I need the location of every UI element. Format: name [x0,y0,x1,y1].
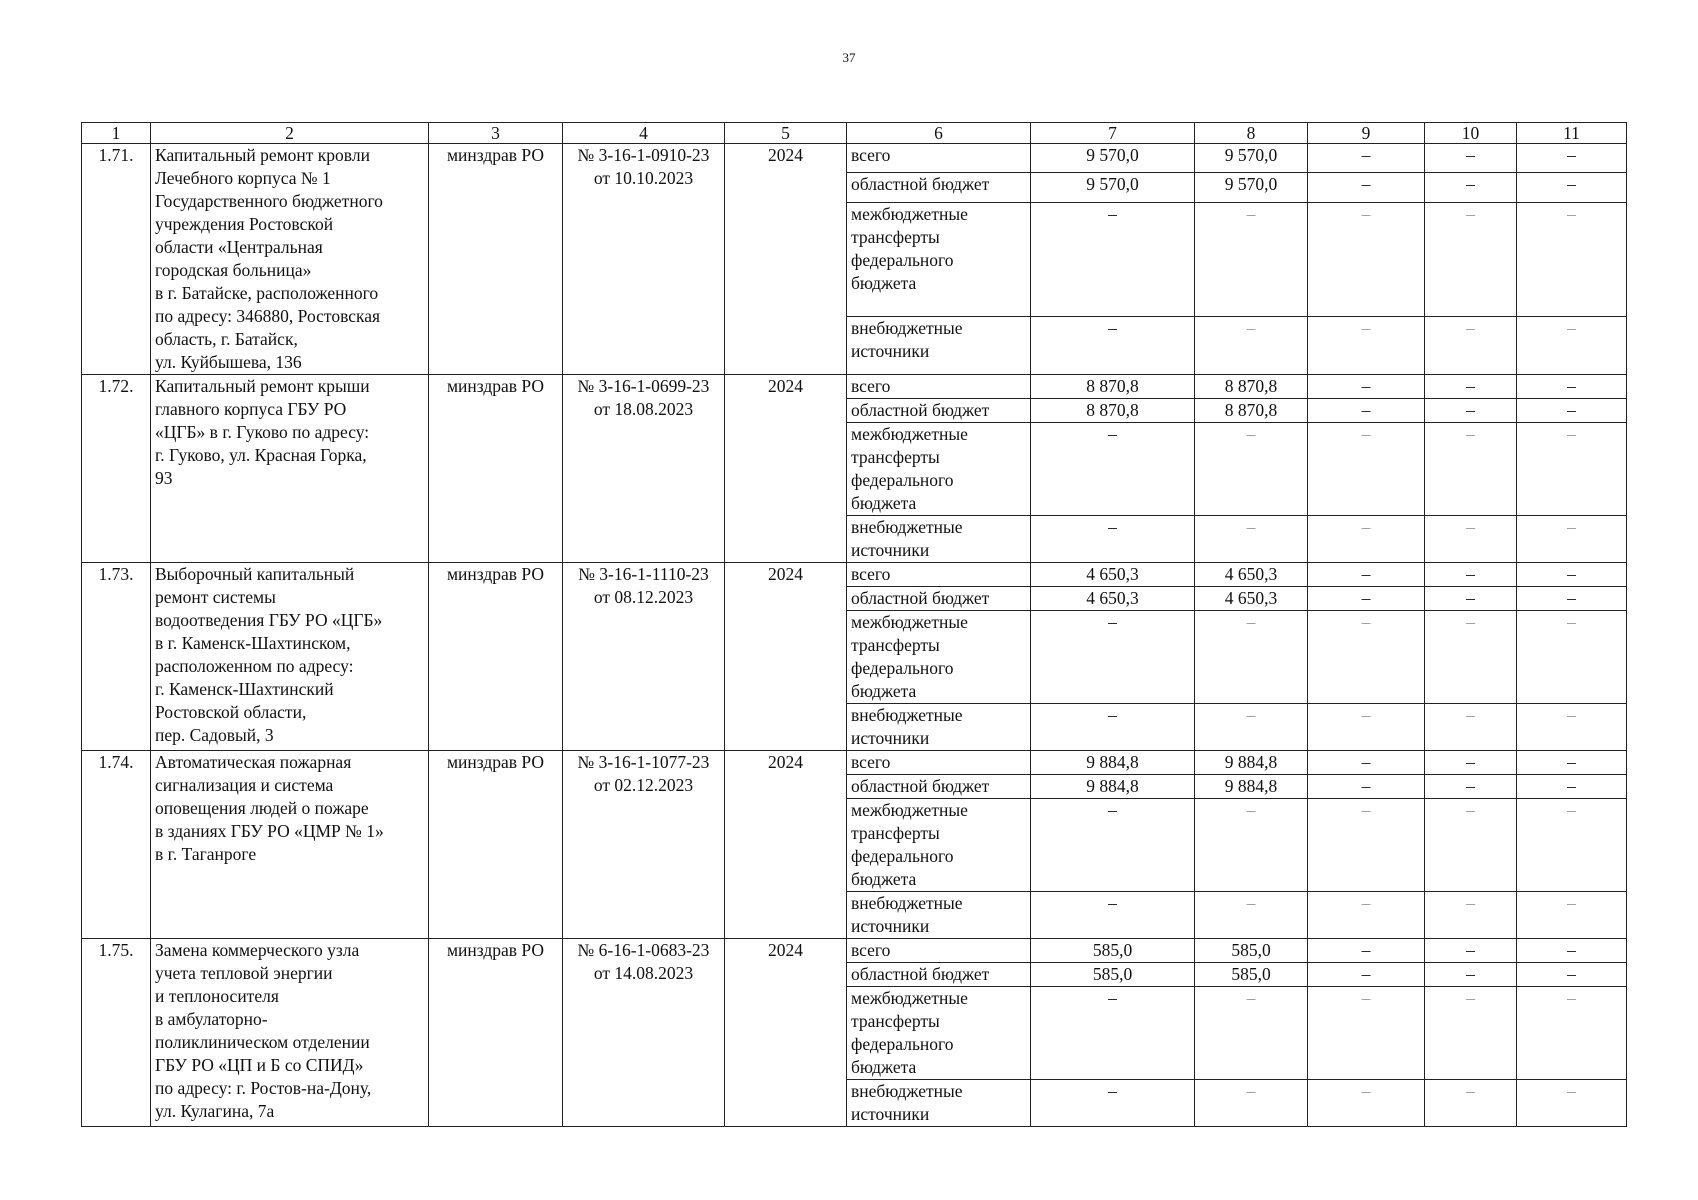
amount-cell: – [1308,563,1425,587]
column-header: 7 [1031,123,1195,144]
amount-cell: – [1308,202,1425,316]
amount-cell: 585,0 [1195,963,1308,987]
funding-source-line: федерального [851,658,954,678]
amount-cell: – [1031,317,1195,375]
funding-source-line: федерального [851,1034,954,1054]
amount-cell: – [1517,939,1627,963]
amount-cell: – [1195,516,1308,563]
funding-source-line: источники [851,916,930,936]
amount-cell: – [1031,1080,1195,1127]
funding-source [847,939,1031,963]
funding-source-line: областной бюджет [851,174,990,195]
amount-cell: – [1195,423,1308,516]
amount-cell: – [1425,751,1517,775]
amount-cell: – [1517,1080,1627,1127]
column-header: 8 [1195,123,1308,144]
table-row [82,144,1627,173]
table-row [82,563,1627,587]
object-name-line: ул. Кулагина, 7а [155,1101,275,1121]
funding-source-line: всего [851,376,891,396]
object-name-line: сигнализация и система [155,775,334,795]
table-row [82,751,1627,775]
amount-cell: – [1195,202,1308,316]
table-row [82,939,1627,963]
amount-cell: – [1425,317,1517,375]
amount-cell: – [1517,173,1627,202]
object-name-line: Замена коммерческого узла [155,940,360,960]
amount-cell: – [1308,1080,1425,1127]
amount-cell: – [1517,375,1627,399]
funding-source-line: межбюджетные [851,612,968,632]
object-name-line: в зданиях ГБУ РО «ЦМР № 1» [155,821,384,841]
object-name [151,144,429,375]
amount-cell: 9 884,8 [1031,751,1195,775]
object-name-line: Выборочный капитальный [155,564,355,584]
amount-cell: – [1308,611,1425,704]
funding-source-line: федерального [851,470,954,490]
amount-cell: 9 884,8 [1031,775,1195,799]
amount-cell: – [1517,775,1627,799]
year: 2024 [725,375,847,563]
object-name-line: ГБУ РО «ЦП и Б со СПИД» [155,1055,364,1075]
document-ref [563,144,725,375]
amount-cell: – [1517,963,1627,987]
object-name-line: в г. Таганроге [155,844,257,864]
amount-cell: – [1031,423,1195,516]
object-name-line: в г. Каменск-Шахтинском, [155,633,351,653]
responsible-org: минздрав РО [429,939,563,1127]
amount-cell: 585,0 [1031,963,1195,987]
column-header: 1 [82,123,151,144]
funding-source [847,987,1031,1080]
amount-cell: – [1308,173,1425,202]
object-name-line: Автоматическая пожарная [155,752,352,772]
funding-source-line: внебюджетные [851,318,963,339]
amount-cell: – [1425,939,1517,963]
funding-source-line: бюджета [851,681,917,701]
funding-source-line: внебюджетные [851,705,963,725]
funding-source-line: трансферты [851,823,940,843]
amount-cell: – [1308,892,1425,939]
funding-source [847,516,1031,563]
year: 2024 [725,939,847,1127]
responsible-org: минздрав РО [429,563,563,751]
funding-source [847,202,1031,316]
amount-cell: – [1195,892,1308,939]
document-ref-line: от 08.12.2023 [593,587,694,607]
amount-cell: – [1425,423,1517,516]
row-number: 1.74. [82,751,151,939]
funding-source [847,173,1031,202]
funding-source-line: источники [851,341,930,362]
object-name [151,563,429,751]
object-name-line: ул. Куйбышева, 136 [155,352,302,372]
column-header: 3 [429,123,563,144]
amount-cell: – [1308,751,1425,775]
object-name-line: по адресу: 346880, Ростовская [155,306,381,326]
amount-cell: – [1308,144,1425,173]
amount-cell: 9 570,0 [1031,144,1195,173]
document-ref [563,563,725,751]
column-header: 4 [563,123,725,144]
amount-cell: – [1195,611,1308,704]
amount-cell: – [1425,202,1517,316]
amount-cell: – [1425,375,1517,399]
amount-cell: – [1517,587,1627,611]
row-number: 1.73. [82,563,151,751]
year: 2024 [725,751,847,939]
funding-source-line: источники [851,728,930,748]
amount-cell: – [1425,1080,1517,1127]
object-name-line: в г. Батайске, расположенного [155,283,379,303]
object-name-line: 93 [155,468,173,488]
year: 2024 [725,144,847,375]
amount-cell: – [1517,892,1627,939]
document-ref-line: от 18.08.2023 [593,399,694,419]
amount-cell: 9 570,0 [1195,144,1308,173]
amount-cell: – [1308,423,1425,516]
amount-cell: – [1308,587,1425,611]
table-row [82,375,1627,399]
amount-cell: – [1308,516,1425,563]
amount-cell: 9 884,8 [1195,751,1308,775]
amount-cell: – [1031,892,1195,939]
amount-cell: – [1308,799,1425,892]
funding-source [847,799,1031,892]
funding-source-line: внебюджетные [851,517,963,537]
funding-source [847,399,1031,423]
funding-source-line: федерального [851,846,954,866]
amount-cell: – [1031,202,1195,316]
page-number: 37 [842,50,856,65]
object-name-line: водоотведения ГБУ РО «ЦГБ» [155,610,383,630]
amount-cell: 585,0 [1195,939,1308,963]
funding-source [847,892,1031,939]
amount-cell: – [1031,516,1195,563]
row-number: 1.71. [82,144,151,375]
funding-source [847,587,1031,611]
funding-source-line: межбюджетные [851,203,968,224]
funding-source-line: областной бюджет [851,776,990,796]
funding-source [847,751,1031,775]
funding-source-line: всего [851,752,891,772]
object-name-line: ремонт системы [155,587,276,607]
column-header: 2 [151,123,429,144]
amount-cell: 9 570,0 [1031,173,1195,202]
funding-source-line: внебюджетные [851,893,963,913]
funding-source-line: федерального [851,249,954,270]
funding-source-line: источники [851,1104,930,1124]
amount-cell: – [1308,375,1425,399]
object-name-line: по адресу: г. Ростов-на-Дону, [155,1078,372,1098]
document-ref-line: № 3-16-1-1077-23 [577,752,710,772]
object-name [151,939,429,1127]
amount-cell: 8 870,8 [1195,375,1308,399]
object-name-line: Лечебного корпуса № 1 [155,168,331,188]
object-name-line: Государственного бюджетного [155,191,383,211]
document-ref-line: № 3-16-1-1110-23 [578,564,709,584]
funding-source [847,317,1031,375]
document-ref-line: от 14.08.2023 [593,963,694,983]
amount-cell: – [1308,939,1425,963]
amount-cell: – [1517,202,1627,316]
responsible-org: минздрав РО [429,144,563,375]
amount-cell: – [1517,423,1627,516]
budget-table [81,122,1627,1127]
amount-cell: – [1031,987,1195,1080]
amount-cell: – [1195,704,1308,751]
document-ref [563,751,725,939]
object-name-line: Капитальный ремонт кровли [155,145,370,165]
funding-source-line: всего [851,564,891,584]
amount-cell: – [1031,799,1195,892]
object-name-line: оповещения людей о пожаре [155,798,369,818]
funding-source-line: трансферты [851,226,940,247]
amount-cell: – [1425,399,1517,423]
amount-cell: – [1308,963,1425,987]
document-ref [563,375,725,563]
object-name-line: поликлиническом отделении [155,1032,370,1052]
funding-source-line: бюджета [851,493,917,513]
funding-source-line: всего [851,145,891,165]
object-name-line: расположенном по адресу: [155,656,354,676]
amount-cell: – [1517,516,1627,563]
amount-cell: – [1195,1080,1308,1127]
amount-cell: – [1517,704,1627,751]
object-name-line: г. Каменск-Шахтинский [155,679,334,699]
funding-source-line: всего [851,940,891,960]
amount-cell: 4 650,3 [1031,563,1195,587]
amount-cell: 4 650,3 [1195,563,1308,587]
funding-source-line: трансферты [851,447,940,467]
amount-cell: – [1195,317,1308,375]
object-name-line: область, г. Батайск, [155,329,298,349]
amount-cell: 8 870,8 [1031,375,1195,399]
amount-cell: – [1425,799,1517,892]
amount-cell: 9 570,0 [1195,173,1308,202]
table-body [82,123,1627,1127]
amount-cell: – [1425,892,1517,939]
amount-cell: – [1425,516,1517,563]
column-number-row [82,123,1627,144]
amount-cell: 9 884,8 [1195,775,1308,799]
object-name-line: городская больница» [155,260,312,280]
amount-cell: – [1425,587,1517,611]
object-name-line: главного корпуса ГБУ РО [155,399,347,419]
object-name-line: и теплоносителя [155,986,279,1006]
responsible-org: минздрав РО [429,751,563,939]
amount-cell: – [1517,751,1627,775]
column-header: 9 [1308,123,1425,144]
funding-source [847,144,1031,173]
document-ref-line: № 3-16-1-0699-23 [577,376,710,396]
amount-cell: – [1425,963,1517,987]
funding-source [847,375,1031,399]
amount-cell: – [1517,799,1627,892]
document-ref-line: от 10.10.2023 [593,168,694,188]
funding-source [847,963,1031,987]
amount-cell: – [1425,611,1517,704]
object-name-line: в амбулаторно- [155,1009,268,1029]
object-name-line: г. Гуково, ул. Красная Горка, [155,445,367,465]
amount-cell: – [1425,775,1517,799]
amount-cell: – [1308,704,1425,751]
object-name [151,375,429,563]
column-header: 5 [725,123,847,144]
document-ref-line: № 3-16-1-0910-23 [577,145,710,165]
amount-cell: – [1517,317,1627,375]
funding-source-line: областной бюджет [851,588,990,608]
funding-source-line: межбюджетные [851,988,968,1008]
funding-source-line: трансферты [851,1011,940,1031]
object-name-line: Капитальный ремонт крыши [155,376,370,396]
responsible-org: минздрав РО [429,375,563,563]
row-number: 1.75. [82,939,151,1127]
funding-source [847,563,1031,587]
funding-source-line: бюджета [851,272,917,293]
document-ref [563,939,725,1127]
funding-source-line: областной бюджет [851,964,990,984]
amount-cell: – [1425,704,1517,751]
amount-cell: – [1517,563,1627,587]
funding-source-line: внебюджетные [851,1081,963,1101]
amount-cell: 4 650,3 [1031,587,1195,611]
amount-cell: – [1517,144,1627,173]
funding-source [847,775,1031,799]
amount-cell: – [1517,987,1627,1080]
year: 2024 [725,563,847,751]
amount-cell: – [1031,704,1195,751]
amount-cell: – [1031,611,1195,704]
funding-source-line: источники [851,540,930,560]
amount-cell: – [1425,563,1517,587]
document-ref-line: № 6-16-1-0683-23 [577,940,710,960]
object-name-line: учета тепловой энергии [155,963,333,983]
amount-cell: – [1195,799,1308,892]
amount-cell: 8 870,8 [1195,399,1308,423]
funding-source-line: межбюджетные [851,800,968,820]
object-name-line: «ЦГБ» в г. Гуково по адресу: [155,422,370,442]
funding-source [847,611,1031,704]
amount-cell: – [1425,987,1517,1080]
funding-source-line: трансферты [851,635,940,655]
amount-cell: – [1425,173,1517,202]
object-name-line: учреждения Ростовской [155,214,334,234]
amount-cell: – [1308,775,1425,799]
object-name-line: Ростовской области, [155,702,307,722]
amount-cell: – [1517,611,1627,704]
amount-cell: 8 870,8 [1031,399,1195,423]
amount-cell: – [1308,317,1425,375]
funding-source-line: межбюджетные [851,424,968,444]
column-header: 10 [1425,123,1517,144]
object-name [151,751,429,939]
funding-source [847,423,1031,516]
funding-source-line: бюджета [851,869,917,889]
amount-cell: – [1195,987,1308,1080]
amount-cell: 585,0 [1031,939,1195,963]
object-name-line: пер. Садовый, 3 [155,725,274,745]
amount-cell: 4 650,3 [1195,587,1308,611]
amount-cell: – [1308,987,1425,1080]
column-header: 11 [1517,123,1627,144]
funding-source [847,1080,1031,1127]
object-name-line: области «Центральная [155,237,323,257]
funding-source-line: бюджета [851,1057,917,1077]
document-ref-line: от 02.12.2023 [593,775,694,795]
row-number: 1.72. [82,375,151,563]
amount-cell: – [1425,144,1517,173]
column-header: 6 [847,123,1031,144]
amount-cell: – [1308,399,1425,423]
funding-source-line: областной бюджет [851,400,990,420]
funding-source [847,704,1031,751]
amount-cell: – [1517,399,1627,423]
